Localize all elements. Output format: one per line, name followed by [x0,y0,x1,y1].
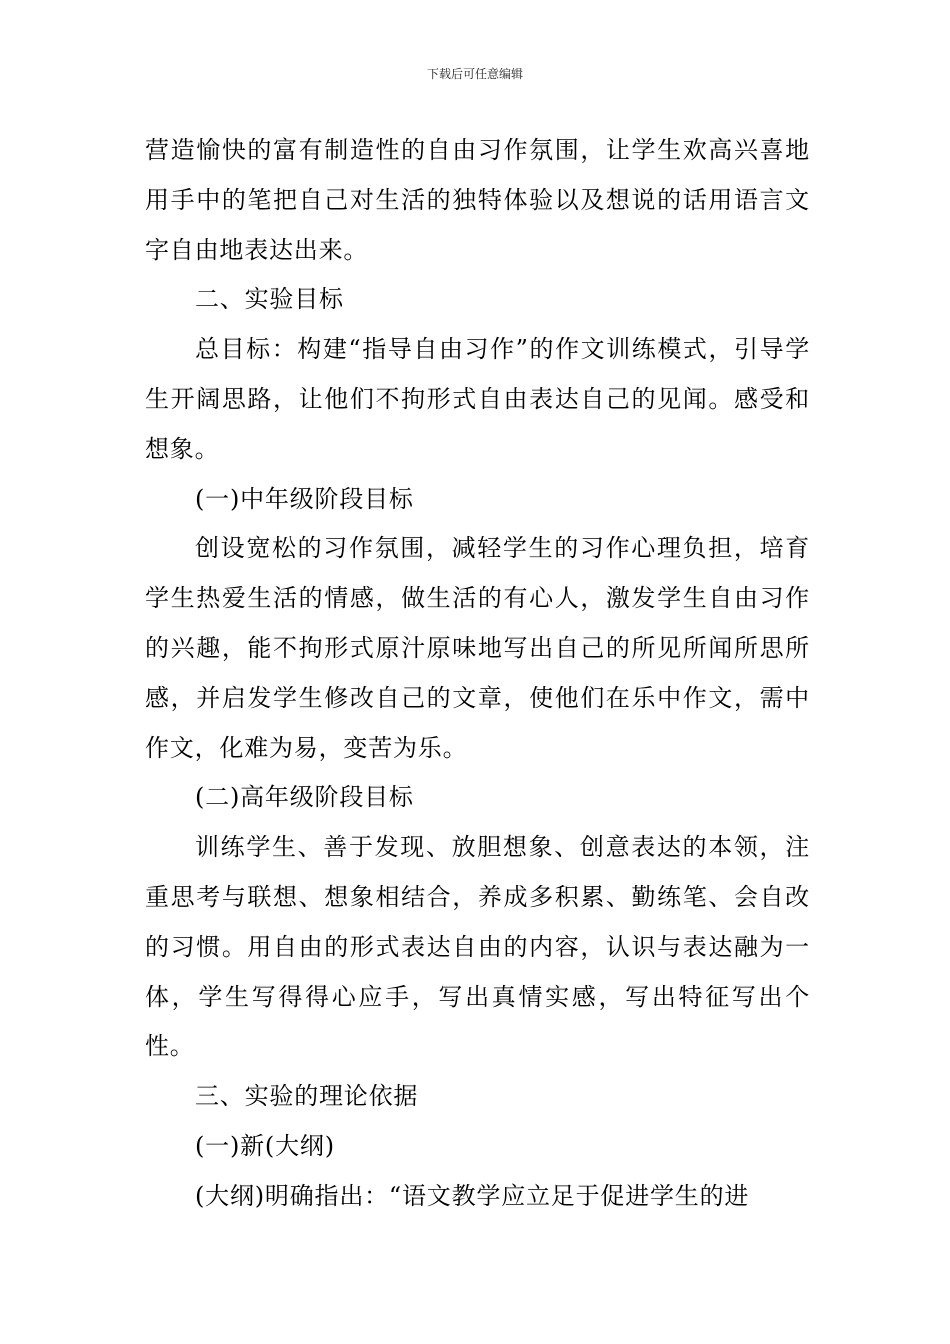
section-heading-theoretical-basis: 三、实验的理论依据 [195,1082,419,1111]
paragraph-overall-goal: 总目标：构建“指导自由习作”的作文训练模式，引导学生开阔思路，让他们不拘形式自由表达自己的见闻。感受和想象。 [145,335,810,463]
subheading-new-syllabus: (一)新(大纲) [195,1131,335,1160]
paragraph-upper-grade-goals: 训练学生、善于发现、放胆想象、创意表达的本领，注重思考与联想、想象相结合，养成多积累、勤练笔、会自改的习惯。用自由的形式表达自由的内容，认识与表达融为一体，学生写得得心应手，写出真情实感，写出特征写出个性。 [145,833,810,1061]
subheading-upper-grade-goals: (二)高年级阶段目标 [195,783,414,812]
paragraph-intro-continuation: 营造愉快的富有制造性的自由习作氛围，让学生欢高兴喜地用手中的笔把自己对生活的独特体验以及想说的话用语言文字自由地表达出来。 [145,136,810,264]
subheading-middle-grade-goals: (一)中年级阶段目标 [195,484,414,513]
document-body [145,126,810,1222]
page-header-note: 下载后可任意编辑 [426,67,523,81]
section-heading-experiment-goals: 二、实验目标 [195,285,344,314]
paragraph-middle-grade-goals: 创设宽松的习作氛围，减轻学生的习作心理负担，培育学生热爱生活的情感，做生活的有心人，激发学生自由习作的兴趣，能不拘形式原汁原味地写出自己的所见所闻所思所感，并启发学生修改自己的文章，使他们在乐中作文，需中作文，化难为易，变苦为乐。 [145,534,810,762]
paragraph-syllabus-quote: (大纲)明确指出：“语文教学应立足于促进学生的进 [195,1181,750,1210]
